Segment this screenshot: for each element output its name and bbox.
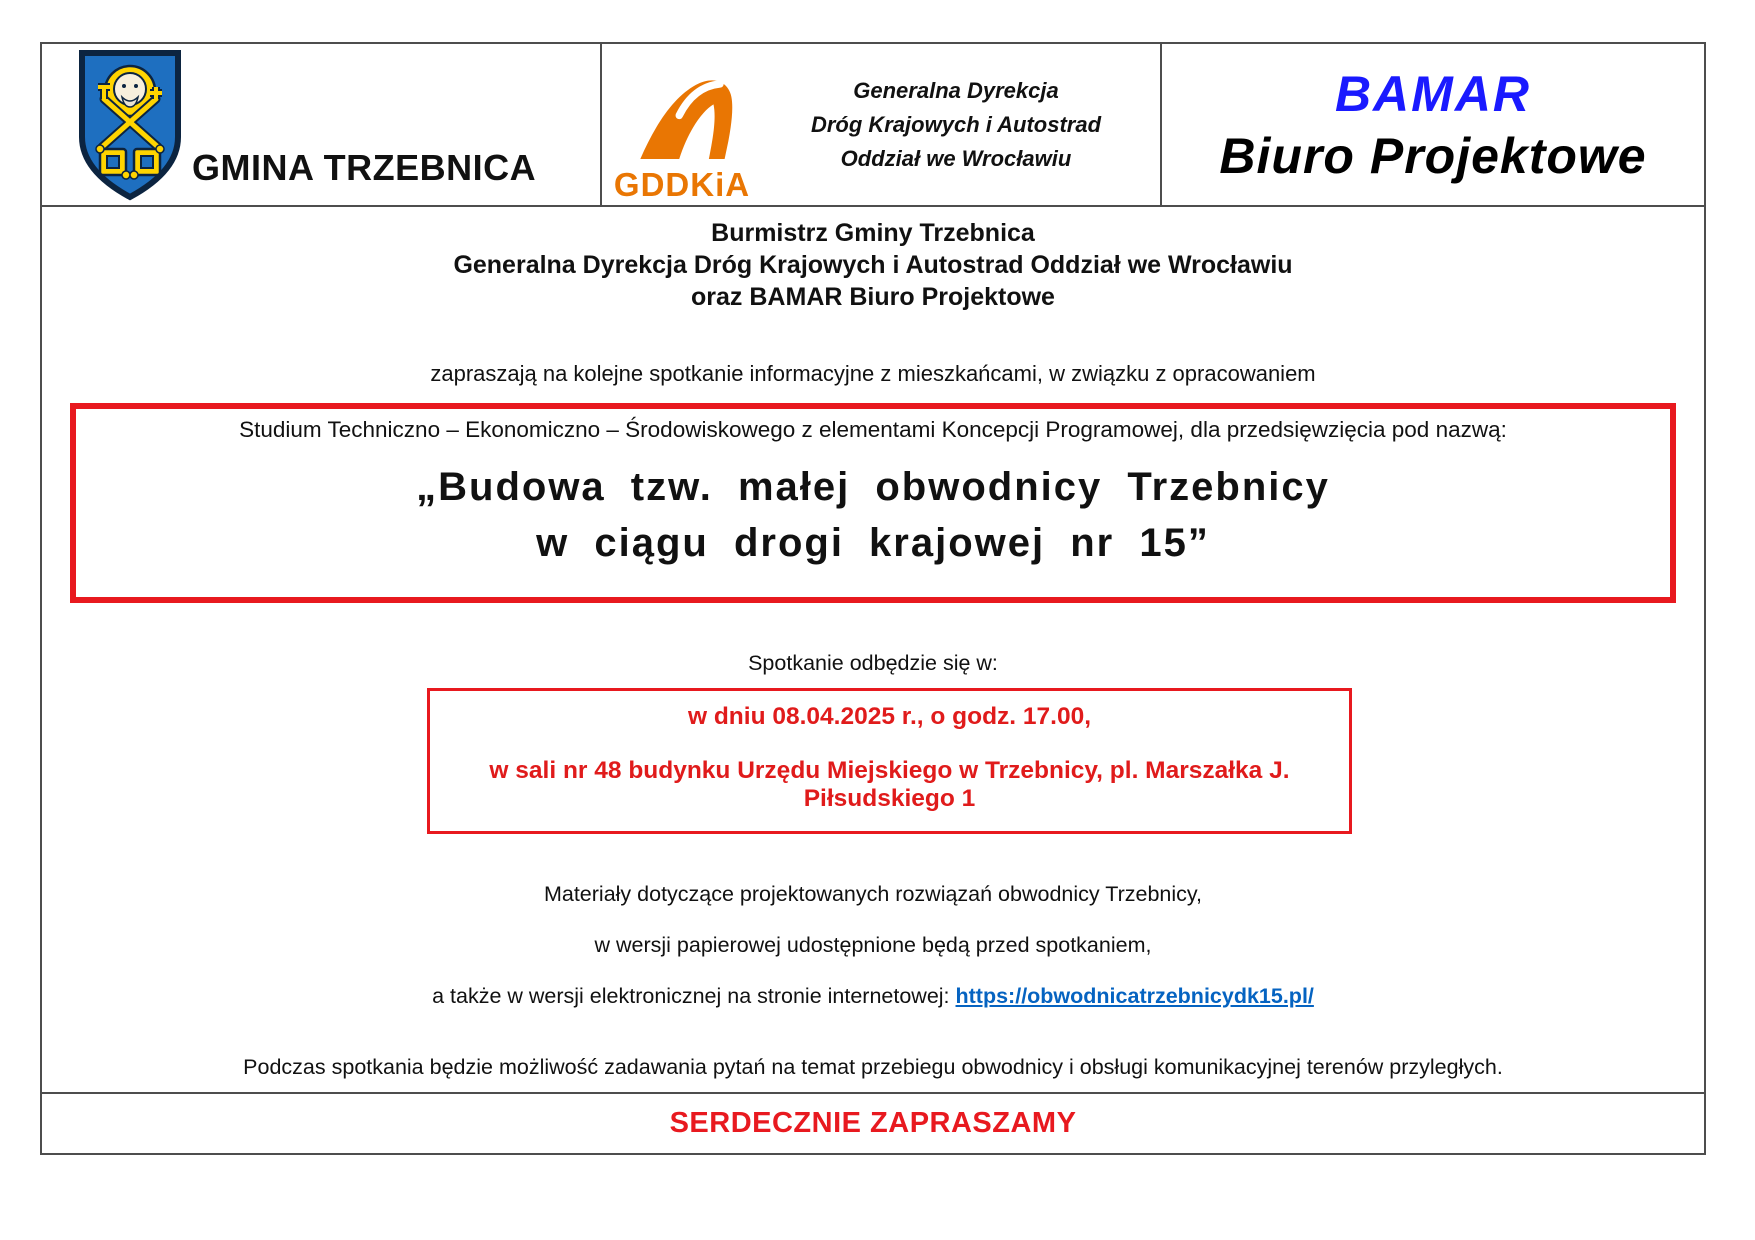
- project-title-intro: Studium Techniczno – Ekonomiczno – Środowiskowego z elementami Koncepcji Programowej, dla przedsięwzięcia pod nazwą:: [239, 417, 1507, 442]
- invitation-line: zapraszają na kolejne spotkanie informacyjne z mieszkańcami, w związku z opracowaniem: [430, 361, 1316, 386]
- organizer-line: oraz BAMAR Biuro Projektowe: [691, 283, 1055, 311]
- bamar-subtitle: Biuro Projektowe: [1219, 127, 1647, 184]
- gddkia-name-line2: Dróg Krajowych i Autostrad: [810, 111, 1102, 137]
- header-cell-bamar: [1162, 44, 1704, 205]
- organizer-line: Generalna Dyrekcja Dróg Krajowych i Autostrad Oddział we Wrocławiu: [453, 251, 1293, 279]
- organizer-line: Burmistrz Gminy Trzebnica: [711, 219, 1035, 247]
- gddkia-name-line3: Oddział we Wrocławiu: [840, 145, 1072, 171]
- project-title-line1: „Budowa tzw. małej obwodnicy Trzebnicy: [416, 465, 1330, 509]
- project-title-box: [70, 403, 1676, 603]
- gddkia-logo: [602, 71, 762, 204]
- organizers-block: [42, 217, 1704, 313]
- meeting-intro-line: Spotkanie odbędzie się w:: [748, 651, 998, 675]
- gddkia-wordmark: GDDKiA: [613, 166, 751, 203]
- materials-website-link[interactable]: https://obwodnicatrzebnicydk15.pl/: [955, 984, 1314, 1008]
- gddkia-name-line1: Generalna Dyrekcja: [853, 77, 1059, 103]
- header-row: [42, 44, 1704, 207]
- materials-link-line: [42, 984, 1704, 1009]
- meeting-details-box: [427, 688, 1352, 834]
- materials-line2: w wersji papierowej udostępnione będą przed spotkaniem,: [594, 933, 1152, 957]
- materials-link-prefix: a także w wersji elektronicznej na stronie internetowej:: [432, 984, 956, 1008]
- footer-row: [42, 1092, 1704, 1153]
- gddkia-road-icon: [630, 71, 734, 164]
- gmina-name-label: GMINA TRZEBNICA: [192, 147, 537, 188]
- bamar-name: BAMAR: [1334, 65, 1532, 122]
- closing-invitation-label: SERDECZNIE ZAPRASZAMY: [669, 1107, 1077, 1139]
- announcement-table: [40, 42, 1706, 1155]
- meeting-date-time: w dniu 08.04.2025 r., o godz. 17.00,: [687, 703, 1092, 730]
- project-title-line2: w ciągu drogi krajowej nr 15”: [536, 521, 1210, 565]
- header-cell-gmina: [42, 44, 602, 205]
- gmina-trzebnica-coat-of-arms-icon: [76, 49, 184, 206]
- questions-info-line: Podczas spotkania będzie możliwość zadawania pytań na temat przebiegu obwodnicy i obsługi komunikacyjnej terenów przyległych.: [243, 1055, 1503, 1079]
- project-title: [92, 459, 1654, 571]
- materials-line1: Materiały dotyczące projektowanych rozwiązań obwodnicy Trzebnicy,: [543, 882, 1203, 906]
- gddkia-full-name: [762, 74, 1160, 176]
- body-row: [42, 207, 1704, 1092]
- meeting-location: w sali nr 48 budynku Urzędu Miejskiego w Trzebnicy, pl. Marszałka J. Piłsudskiego 1: [489, 757, 1290, 812]
- header-cell-gddkia: [602, 44, 1162, 205]
